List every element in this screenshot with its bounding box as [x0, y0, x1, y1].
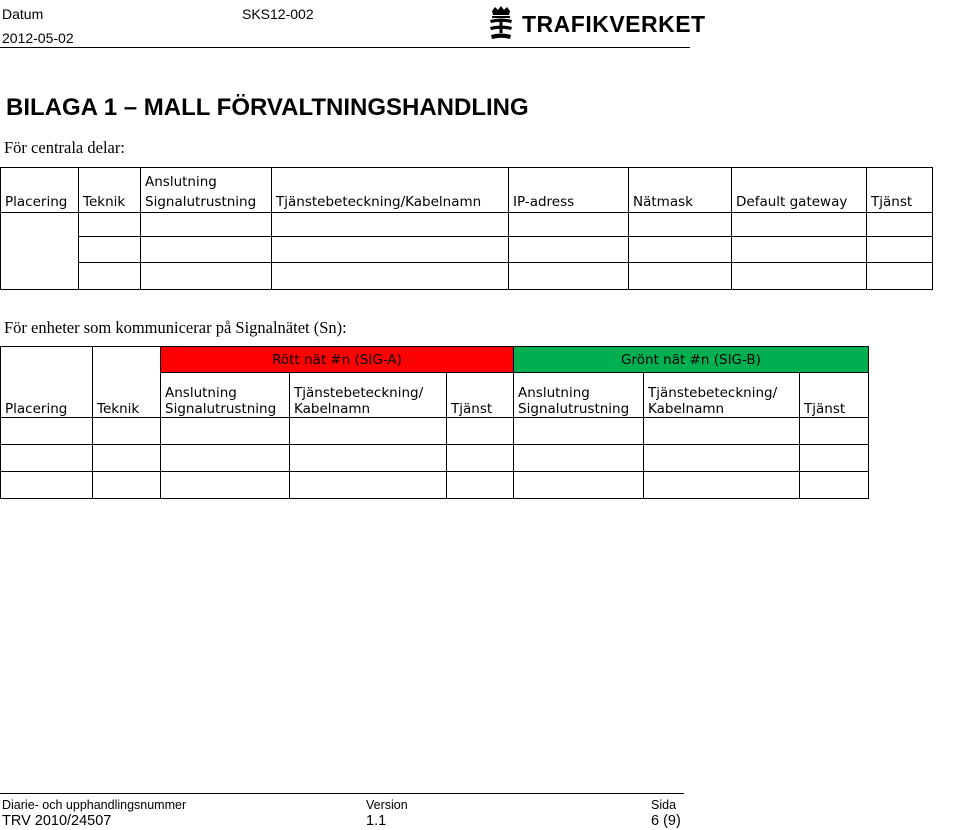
- table-cell[interactable]: [447, 445, 514, 472]
- signal-network-table: [0, 346, 869, 499]
- logo-text: TRAFIKVERKET: [522, 10, 706, 37]
- col-tjanstebeteckning: Tjänstebeteckning/Kabelnamn: [272, 168, 509, 213]
- table-cell[interactable]: [447, 418, 514, 445]
- col-natmask: Nätmask: [629, 168, 732, 213]
- col-ip-adress: IP-adress: [509, 168, 629, 213]
- table-cell[interactable]: [509, 213, 629, 237]
- date-label: Datum: [2, 6, 44, 22]
- table-cell[interactable]: [290, 472, 447, 499]
- table-row: [1, 445, 869, 472]
- diarie-value: TRV 2010/24507: [2, 813, 112, 829]
- col-default-gateway: Default gateway: [732, 168, 867, 213]
- doc-code: SKS12-002: [242, 6, 314, 22]
- table-cell[interactable]: [629, 237, 732, 263]
- table-cell[interactable]: [161, 445, 290, 472]
- group-header-row: [1, 347, 869, 373]
- footer-rule: [0, 793, 684, 794]
- table-cell[interactable]: [514, 445, 644, 472]
- table-cell[interactable]: [272, 213, 509, 237]
- page-value: 6 (9): [651, 813, 681, 829]
- table-cell[interactable]: [867, 263, 933, 290]
- table-cell[interactable]: [141, 237, 272, 263]
- red-col-anslutning: Anslutning Signalutrustning: [161, 373, 290, 418]
- table-cell[interactable]: [867, 237, 933, 263]
- table-row: [1, 213, 933, 237]
- red-col-tjanstebeteckning: Tjänstebeteckning/ Kabelnamn: [290, 373, 447, 418]
- table-cell[interactable]: [509, 263, 629, 290]
- table-cell[interactable]: [1, 213, 79, 290]
- table-cell[interactable]: [514, 472, 644, 499]
- table-row: [1, 263, 933, 290]
- table-cell[interactable]: [1, 472, 93, 499]
- green-col-tjanst: Tjänst: [800, 373, 869, 418]
- table-cell[interactable]: [800, 445, 869, 472]
- col-teknik: Teknik: [93, 347, 161, 418]
- table-cell[interactable]: [644, 418, 800, 445]
- table-cell[interactable]: [514, 418, 644, 445]
- table-cell[interactable]: [161, 472, 290, 499]
- table-cell[interactable]: [867, 213, 933, 237]
- table-row: [1, 472, 869, 499]
- col-tjanst: Tjänst: [867, 168, 933, 213]
- table-cell[interactable]: [290, 418, 447, 445]
- red-network-header: Rött nät #n (SIG-A): [161, 347, 514, 373]
- red-col-tjanst: Tjänst: [447, 373, 514, 418]
- page-label: Sida: [651, 798, 677, 812]
- crown-icon: [486, 5, 516, 43]
- table-row: [1, 418, 869, 445]
- table-cell[interactable]: [93, 445, 161, 472]
- table-cell[interactable]: [447, 472, 514, 499]
- trafikverket-logo: [486, 4, 706, 44]
- green-col-tjanstebeteckning: Tjänstebeteckning/ Kabelnamn: [644, 373, 800, 418]
- table-cell[interactable]: [732, 213, 867, 237]
- table-cell[interactable]: [141, 213, 272, 237]
- table-cell[interactable]: [79, 213, 141, 237]
- green-network-header: Grönt nät #n (SIG-B): [514, 347, 869, 373]
- col-placering: Placering: [1, 347, 93, 418]
- table-cell[interactable]: [800, 472, 869, 499]
- table-cell[interactable]: [629, 263, 732, 290]
- central-parts-table: [0, 167, 933, 290]
- table-cell[interactable]: [509, 237, 629, 263]
- header-rule: [0, 47, 690, 48]
- version-label: Version: [366, 798, 408, 812]
- green-col-anslutning: Anslutning Signalutrustning: [514, 373, 644, 418]
- table-cell[interactable]: [272, 263, 509, 290]
- page-title: BILAGA 1 – MALL FÖRVALTNINGSHANDLING: [6, 94, 529, 121]
- table-cell[interactable]: [629, 213, 732, 237]
- col-placering: Placering: [1, 168, 79, 213]
- table-cell[interactable]: [800, 418, 869, 445]
- table-cell[interactable]: [732, 263, 867, 290]
- diarie-label: Diarie- och upphandlingsnummer: [2, 798, 187, 812]
- table-cell[interactable]: [161, 418, 290, 445]
- table-cell[interactable]: [79, 237, 141, 263]
- table-cell[interactable]: [141, 263, 272, 290]
- col-teknik: Teknik: [79, 168, 141, 213]
- table-header-row: [1, 168, 933, 213]
- table-cell[interactable]: [93, 418, 161, 445]
- table-cell[interactable]: [272, 237, 509, 263]
- table-cell[interactable]: [644, 472, 800, 499]
- table-cell[interactable]: [93, 472, 161, 499]
- col-anslutning: Anslutning Signalutrustning: [141, 168, 272, 213]
- table-cell[interactable]: [290, 445, 447, 472]
- table-cell[interactable]: [79, 263, 141, 290]
- table-cell[interactable]: [644, 445, 800, 472]
- date-value: 2012-05-02: [2, 30, 74, 46]
- section2-caption: För enheter som kommunicerar på Signalnätet (Sn):: [4, 318, 347, 337]
- table-cell[interactable]: [732, 237, 867, 263]
- table-row: [1, 237, 933, 263]
- version-value: 1.1: [366, 813, 387, 829]
- table-cell[interactable]: [1, 418, 93, 445]
- section1-caption: För centrala delar:: [4, 138, 125, 157]
- table-cell[interactable]: [1, 445, 93, 472]
